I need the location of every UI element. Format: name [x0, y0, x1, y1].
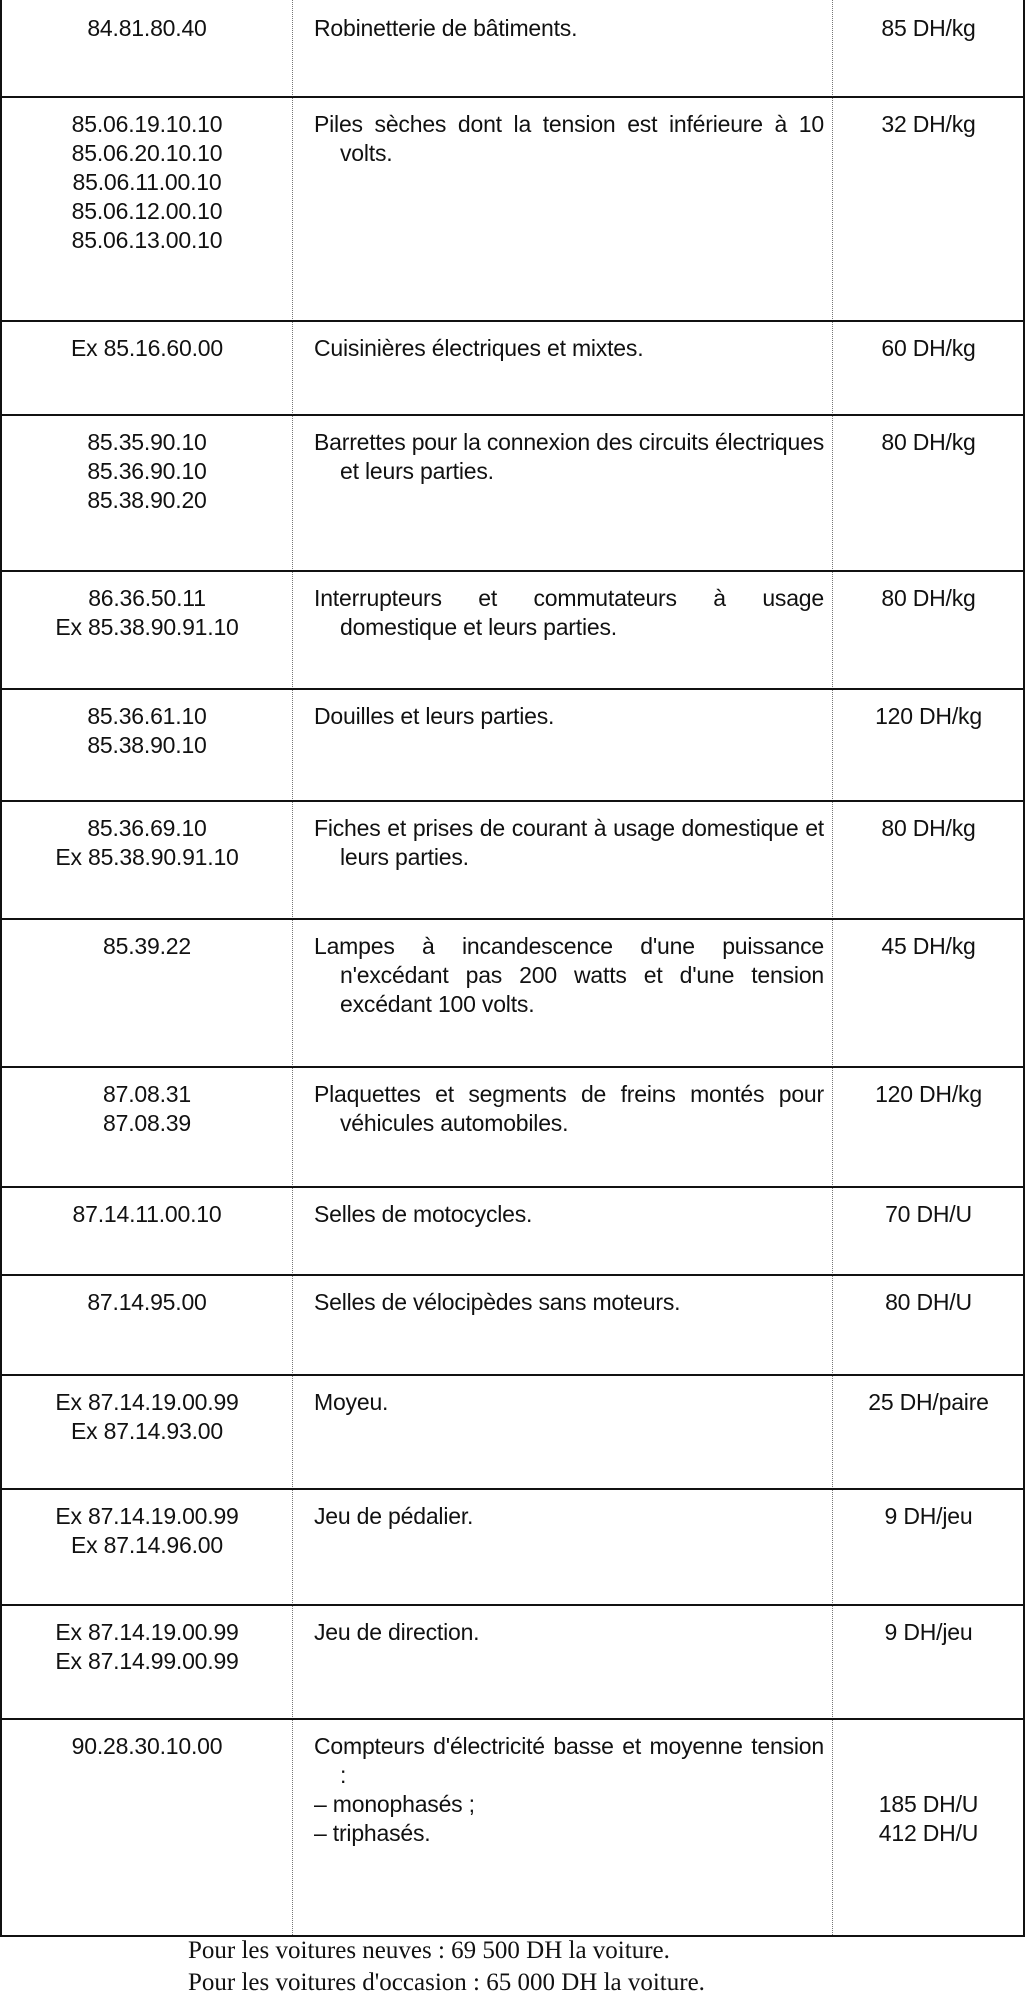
table-row-rate: 60 DH/kg — [881, 335, 976, 361]
table-row-description: Selles de vélocipèdes sans moteurs. — [314, 1289, 681, 1315]
table-row-code: 86.36.50.11 Ex 85.38.90.91.10 — [55, 585, 239, 640]
table-row-description: Selles de motocycles. — [314, 1201, 533, 1227]
table-row-code: 90.28.30.10.00 — [71, 1733, 223, 1759]
footer-line-used-cars: Pour les voitures d'occasion : 65 000 DH la voiture. — [188, 1969, 705, 1996]
table-row-code: 84.81.80.40 — [87, 15, 207, 41]
table-row-rate: 120 DH/kg — [875, 1081, 982, 1107]
table-row-code: 85.35.90.10 85.36.90.10 85.38.90.20 — [87, 429, 207, 513]
table-row-description: Piles sèches dont la tension est inférieure à 10 volts. — [314, 111, 824, 166]
table-row-description: Jeu de direction. — [314, 1619, 480, 1645]
table-row-code: 85.36.61.10 85.38.90.10 — [87, 703, 207, 758]
table-row-code: 87.08.31 87.08.39 — [103, 1081, 191, 1136]
table-row-code: Ex 87.14.19.00.99 Ex 87.14.96.00 — [55, 1503, 239, 1558]
table-row-code: 85.06.19.10.10 85.06.20.10.10 85.06.11.00.10 85.06.12.00.10 85.06.13.00.10 — [71, 111, 223, 253]
table-row-rate: 70 DH/U — [885, 1201, 972, 1227]
table-row-rate: 85 DH/kg — [881, 15, 976, 41]
table-row-rate: 120 DH/kg — [875, 703, 982, 729]
table-row-description: Barrettes pour la connexion des circuits électriques et leurs parties. — [314, 429, 824, 484]
footer-notes — [0, 1937, 1025, 1996]
footer-line-new-cars: Pour les voitures neuves : 69 500 DH la voiture. — [188, 1937, 670, 1964]
table-row-code: Ex 85.16.60.00 — [71, 335, 223, 361]
table-row-description: Cuisinières électriques et mixtes. — [314, 335, 644, 361]
table-row-description: Fiches et prises de courant à usage domestique et leurs parties. — [314, 815, 824, 870]
table-row-description: Douilles et leurs parties. — [314, 703, 555, 729]
table-row-description: Robinetterie de bâtiments. — [314, 15, 578, 41]
table-row-rate: 80 DH/kg — [881, 429, 976, 455]
table-row-description: Jeu de pédalier. — [314, 1503, 474, 1529]
table-row-description: Moyeu. — [314, 1389, 389, 1415]
table-row-rate: 25 DH/paire — [868, 1389, 989, 1415]
table-row-code: Ex 87.14.19.00.99 Ex 87.14.93.00 — [55, 1389, 239, 1444]
table-row-description: Compteurs d'électricité basse et moyenne tension : – monophasés ; – triphasés. — [314, 1733, 824, 1846]
table-row-rate: 80 DH/U — [885, 1289, 972, 1315]
table-row-code: 87.14.95.00 — [87, 1289, 207, 1315]
table-row-rate: 9 DH/jeu — [884, 1619, 973, 1645]
table-row-description: Plaquettes et segments de freins montés pour véhicules automobiles. — [314, 1081, 824, 1136]
table-row-description: Lampes à incandescence d'une puissance n'excédant pas 200 watts et d'une tension excédant 100 volts. — [314, 933, 824, 1017]
table-row-rate: 45 DH/kg — [881, 933, 976, 959]
table-row-code: 85.36.69.10 Ex 85.38.90.91.10 — [55, 815, 239, 870]
table-row-code: 85.39.22 — [103, 933, 191, 959]
table-row-code: 87.14.11.00.10 — [72, 1201, 222, 1227]
table-row-rate: 9 DH/jeu — [884, 1503, 973, 1529]
table-row-rate: 80 DH/kg — [881, 585, 976, 611]
table-row-rate: 185 DH/U 412 DH/U — [878, 1791, 979, 1846]
table-row-rate: 80 DH/kg — [881, 815, 976, 841]
table-row-code: Ex 87.14.19.00.99 Ex 87.14.99.00.99 — [55, 1619, 239, 1674]
table-row-rate: 32 DH/kg — [881, 111, 976, 137]
table-row-description: Interrupteurs et commutateurs à usage domestique et leurs parties. — [314, 585, 824, 640]
